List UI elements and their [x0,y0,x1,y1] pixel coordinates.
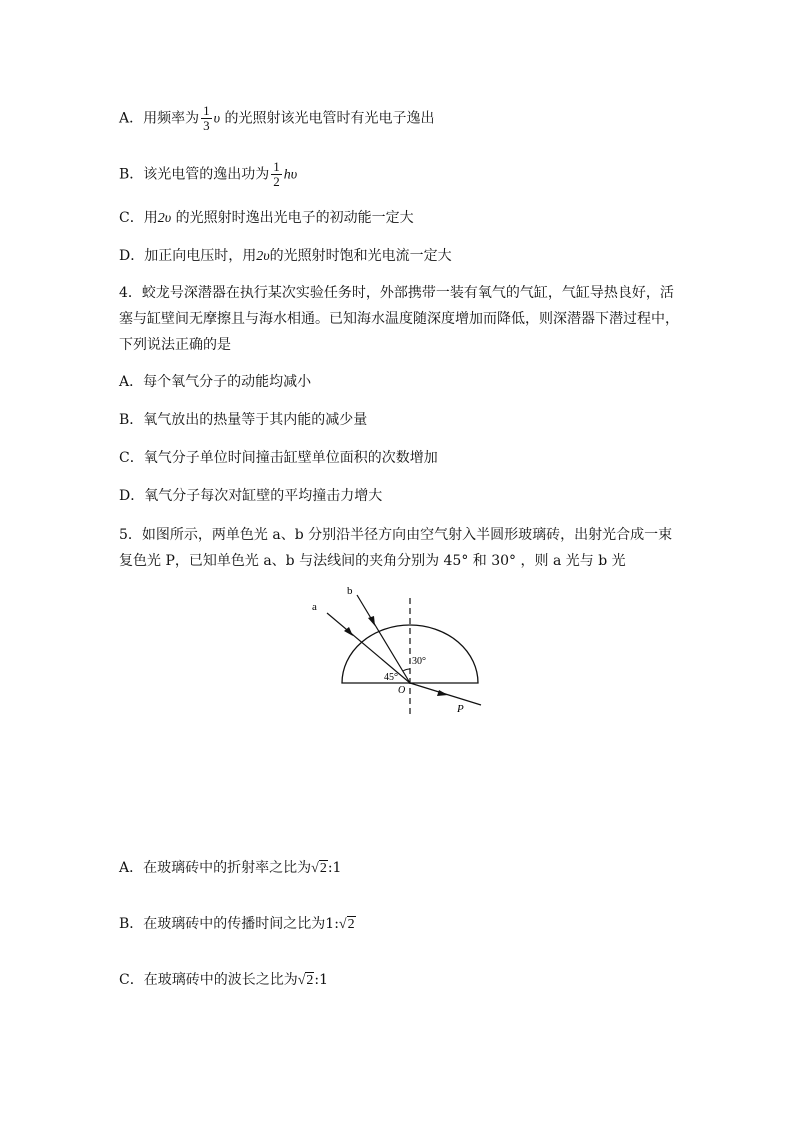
q3-option-c-prefix: C．用 [119,210,158,226]
q3-option-b [119,160,297,189]
fraction-denominator: 2 [273,174,280,189]
sqrt-expression: √2 [311,861,327,876]
q3-option-c-suffix: 的光照射时逸出光电子的初动能一定大 [175,210,414,226]
q3-option-a-prefix: A．用频率为 [119,110,200,127]
fraction-denominator: 3 [203,118,210,133]
label-30: 30° [412,656,426,667]
q3-option-d-suffix: 的光照射时饱和光电流一定大 [269,248,452,264]
q5-option-a-prefix: A．在玻璃砖中的折射率之比为 [119,860,312,876]
ratio-lhs: 1: [325,916,339,932]
q3-option-a-suffix: 的光照射该光电管时有光电子逸出 [224,110,435,127]
q5-option-b [119,914,356,935]
label-o: O [398,685,406,696]
q5-stem: 5．如图所示，两单色光 a、b 分别沿半径方向由空气射入半圆形玻璃砖，出射光合成一束复色光 P，已知单色光 a、b 与法线间的夹角分别为 45° 和 30° ，则 a 光与 b 光 [119,527,673,569]
q5-option-c-prefix: C．在玻璃砖中的波长之比为 [119,972,298,988]
ray-b-arrow [368,616,375,626]
frequency-symbol: υ [213,111,221,127]
photon-energy-symbol: hυ [283,167,298,183]
label-a: a [312,601,317,613]
fraction-numerator: 1 [203,103,210,118]
fraction [201,104,212,133]
ray-p-arrow [437,690,448,696]
angle-arc-30 [403,669,410,671]
q4-option-b: B．氧气放出的热量等于其内能的减少量 [119,412,368,428]
q3-option-a [119,104,435,133]
sqrt-expression: √2 [338,917,355,932]
q3-option-c [119,208,414,229]
q5-option-a [119,858,341,879]
sqrt-expression: √2 [297,973,314,988]
q3-option-d-prefix: D．加正向电压时，用 [119,248,257,264]
label-p: P [457,703,464,715]
frequency-coefficient: 2υ [157,211,172,226]
radicand: 2 [306,973,314,988]
q4-option-a: A．每个氧气分子的动能均减小 [119,374,312,390]
q5-option-c [119,970,328,991]
q3-option-b-prefix: B．该光电管的逸出功为 [119,166,270,183]
q4-option-d: D．氧气分子每次对缸壁的平均撞击力增大 [119,488,383,504]
q3-option-d [119,246,452,267]
fraction [271,160,282,189]
label-b: b [347,585,353,597]
q5-option-b-prefix: B．在玻璃砖中的传播时间之比为 [119,916,326,932]
q4-option-c: C．氧气分子单位时间撞击缸壁单位面积的次数增加 [119,450,438,466]
fraction-numerator: 1 [273,159,280,174]
radicand: 2 [347,917,355,932]
semicircle-refraction-figure [300,580,500,720]
ratio-rhs: :1 [314,972,329,988]
q4-stem: 4．蛟龙号深潜器在执行某次实验任务时，外部携带一装有氧气的气缸，气缸导热良好，活塞与缸壁间无摩擦且与海水相通。已知海水温度随深度增加而降低，则深潜器下潜过程中，下列说法正确的是 [119,285,679,353]
label-45: 45° [384,672,398,683]
frequency-coefficient: 2υ [256,249,270,264]
ratio-rhs: :1 [327,860,342,876]
radicand: 2 [319,861,327,876]
